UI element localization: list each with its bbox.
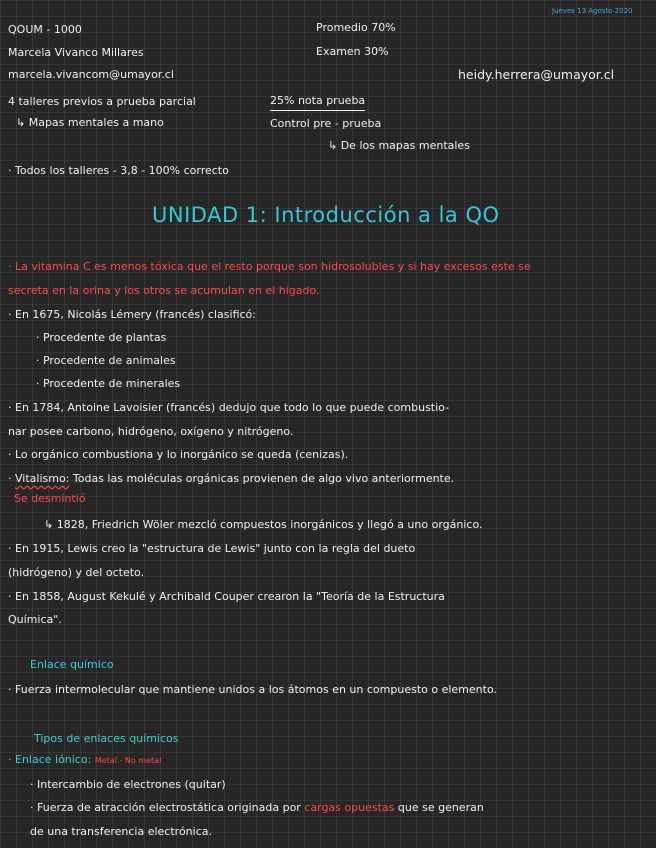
other-email: heidy.herrera@umayor.cl — [458, 67, 615, 82]
vitamin-c-line-2: secreta en la orina y los otros se acumulan en el hígado. — [8, 284, 320, 297]
electron-exchange: · Intercambio de electrones (quitar) — [30, 778, 226, 791]
organic-line: · Lo orgánico combustiona y lo inorgánico se queda (cenizas). — [8, 448, 349, 461]
vitalism-label: Vitalismo: — [15, 472, 70, 485]
quiz-weight: 25% nota prueba — [270, 93, 365, 111]
bond-types-heading: Tipos de enlaces químicos — [34, 732, 179, 745]
ionic-bond-label: · Enlace iónico: — [8, 753, 92, 766]
date-label: Jueves 13 Agosto 2020 — [552, 7, 633, 15]
vitalism-text: Todas las moléculas orgánicas provienen de algo vivo anteriormente. — [72, 472, 455, 485]
lemery-item: · Procedente de minerales — [36, 377, 181, 390]
disproved-note: Se desmintió — [14, 492, 86, 505]
force-line-2: de una transferencia electrónica. — [30, 825, 212, 838]
lemery-item: · Procedente de animales — [36, 354, 176, 367]
lewis-line-2: (hidrógeno) y del octeto. — [8, 566, 145, 579]
ionic-bond-note: Metal - No metal — [94, 756, 162, 765]
force-line-1 — [30, 800, 484, 816]
kekule-line-1: · En 1858, August Kekulé y Archibald Couper crearon la "Teoría de la Estructura — [8, 590, 445, 603]
teacher-email: marcela.vivancom@umayor.cl — [8, 68, 174, 81]
all-workshops: · Todos los talleres - 3,8 - 100% correcto — [8, 164, 229, 177]
ionic-bond-line — [8, 752, 161, 769]
force-text-highlight: cargas opuestas — [304, 801, 395, 814]
teacher-name: Marcela Vivanco Millares — [8, 46, 144, 59]
workshops-note: 4 talleres previos a prueba parcial — [8, 95, 196, 108]
wohler-line: ↳ 1828, Friedrich Wöler mezcló compuestos inorgánicos y llegó a uno orgánico. — [44, 518, 483, 531]
bond-heading: Enlace químico — [30, 658, 114, 671]
lemery-item: · Procedente de plantas — [36, 331, 167, 344]
pre-control: Control pre - prueba — [270, 117, 382, 130]
lavoisier-line-2: nar posee carbono, hidrógeno, oxígeno y nitrógeno. — [8, 425, 294, 438]
unit-title: UNIDAD 1: Introducción a la QO — [152, 203, 500, 227]
grade-average: Promedio 70% — [316, 21, 396, 34]
force-text-post: que se generan — [397, 801, 484, 814]
course-code: QOUM - 1000 — [8, 23, 82, 36]
lavoisier-line-1: · En 1784, Antoine Lavoisier (francés) dedujo que todo lo que puede combustio- — [8, 401, 450, 414]
force-text-pre: · Fuerza de atracción electrostática originada por — [30, 801, 301, 814]
pre-control-sub: ↳ De los mapas mentales — [328, 139, 470, 152]
grade-exam: Examen 30% — [316, 45, 389, 58]
lewis-line-1: · En 1915, Lewis creo la "estructura de Lewis" junto con la regla del dueto — [8, 542, 416, 555]
bond-definition: · Fuerza intermolecular que mantiene unidos a los átomos en un compuesto o elemento. — [8, 683, 497, 696]
vitalism-line: · Vitalismo: Todas las moléculas orgánicas provienen de algo vivo anteriormente. — [8, 472, 455, 485]
vitamin-c-line-1: · La vitamina C es menos tóxica que el resto porque son hidrosolubles y si hay excesos este se — [8, 260, 531, 273]
workshops-sub: ↳ Mapas mentales a mano — [16, 116, 164, 129]
lemery-line: · En 1675, Nicolás Lémery (francés) clasificó: — [8, 308, 256, 321]
kekule-line-2: Química". — [8, 613, 62, 626]
